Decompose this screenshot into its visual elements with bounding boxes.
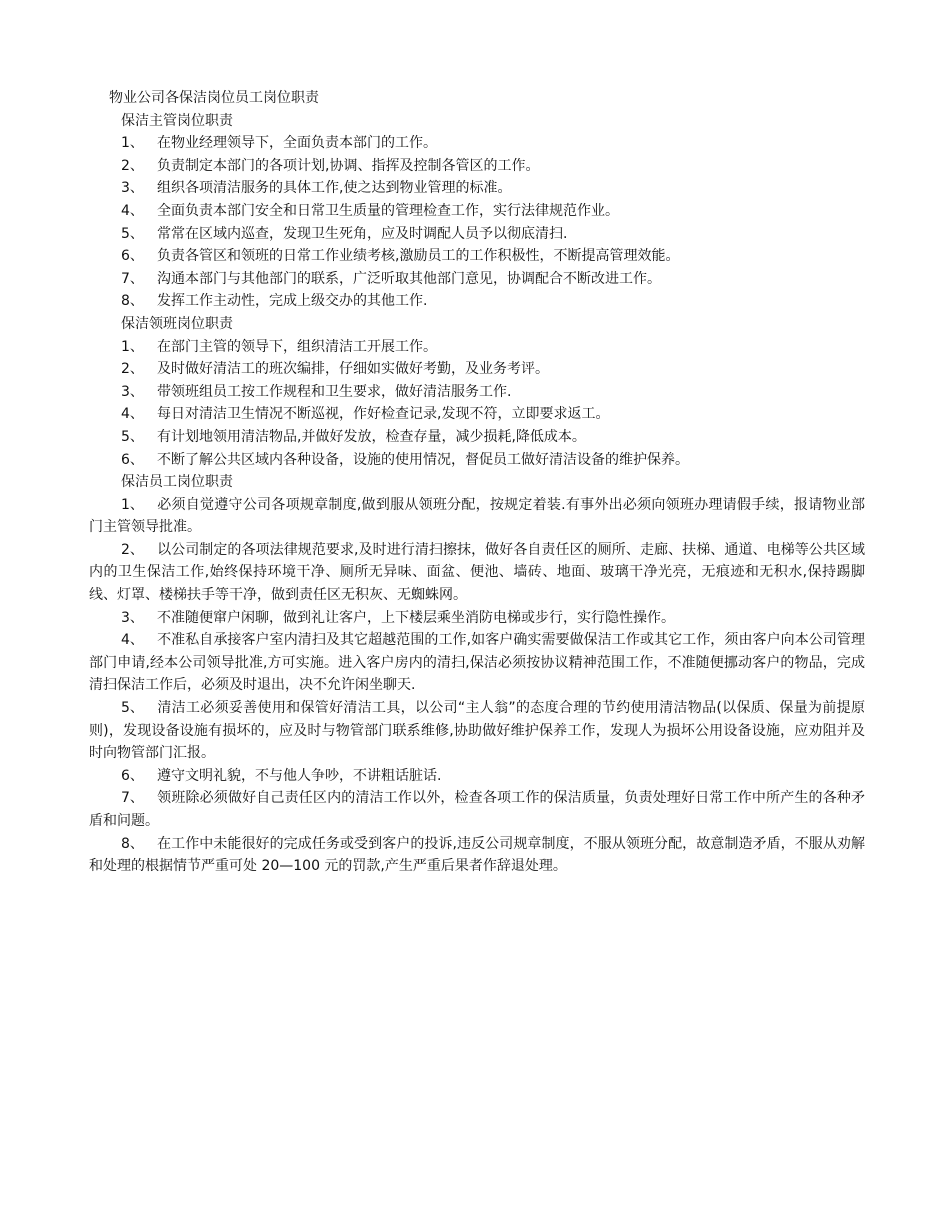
item-number: 4、 <box>121 632 144 649</box>
item-text: 在部门主管的领导下，组织清洁工开展工作。 <box>157 338 437 355</box>
item-text: 常常在区域内巡查，发现卫生死角，应及时调配人员予以彻底清扫. <box>157 225 568 242</box>
list-item <box>89 697 865 765</box>
item-number: 4、 <box>121 202 144 219</box>
item-text: 在物业经理领导下，全面负责本部门的工作。 <box>157 135 437 152</box>
item-number: 3、 <box>121 609 144 626</box>
item-text: 不断了解公共区域内各种设备，设施的使用情况，督促员工做好清洁设备的维护保养。 <box>157 451 689 468</box>
list-item <box>121 132 865 155</box>
list-item <box>121 223 865 246</box>
item-number: 5、 <box>121 428 144 445</box>
item-text: 及时做好清洁工的班次编排，仔细如实做好考勤，及业务考评。 <box>157 361 549 378</box>
list-item <box>121 358 865 381</box>
item-text: 负责各管区和领班的日常工作业绩考核,激励员工的工作积极性，不断提高管理效能。 <box>157 248 680 265</box>
list-item <box>121 245 865 268</box>
item-number: 2、 <box>121 157 144 174</box>
item-text: 不准随便窜户闲聊，做到礼让客户，上下楼层乘坐消防电梯或步行，实行隐性操作。 <box>157 609 675 626</box>
item-text: 全面负责本部门安全和日常卫生质量的管理检查工作，实行法律规范作业。 <box>157 202 619 219</box>
list-item <box>89 539 865 607</box>
list-item <box>121 268 865 291</box>
list-item <box>89 833 865 878</box>
item-number: 5、 <box>121 225 144 242</box>
section-heading-foreman: 保洁领班岗位职责 <box>121 315 233 332</box>
item-number: 3、 <box>121 180 144 197</box>
list-item <box>121 426 865 449</box>
section-heading-supervisor: 保洁主管岗位职责 <box>121 112 233 129</box>
item-number: 4、 <box>121 406 144 423</box>
item-number: 1、 <box>121 135 144 152</box>
item-number: 7、 <box>121 790 144 807</box>
list-item <box>89 629 865 697</box>
document-title: 物业公司各保洁岗位员工岗位职责 <box>109 90 319 106</box>
item-text: 每日对清洁卫生情况不断巡视，作好检查记录,发现不符，立即要求返工。 <box>157 406 610 423</box>
list-item <box>121 381 865 404</box>
item-text: 沟通本部门与其他部门的联系，广泛听取其他部门意见，协调配合不断改进工作。 <box>157 270 661 287</box>
item-text: 必须自觉遵守公司各项规章制度,做到服从领班分配，按规定着装.有事外出必须向领班办理请假手续，报请物业部门主管领导批准。 <box>89 496 865 536</box>
item-text: 负责制定本部门的各项计划,协调、指挥及控制各管区的工作。 <box>157 157 540 174</box>
item-number: 5、 <box>121 700 144 717</box>
item-number: 6、 <box>121 767 144 784</box>
list-item <box>121 290 865 313</box>
item-text: 在工作中未能很好的完成任务或受到客户的投诉,违反公司规章制度，不服从领班分配，故意制造矛盾，不服从劝解和处理的根据情节严重可处 20—100 元的罚款,产生严重后果者作辞退处理。 <box>89 835 865 875</box>
item-text: 发挥工作主动性，完成上级交办的其他工作. <box>157 293 428 310</box>
list-item <box>121 155 865 178</box>
item-text: 不准私自承接客户室内清扫及其它超越范围的工作,如客户确实需要做保洁工作或其它工作，须由客户向本公司管理部门申请,经本公司领导批准,方可实施。进入客户房内的清扫,保洁必须按协议精神范围工作，不准随便挪动客户的物品，完成清扫保洁工作后，必须及时退出，决不允许闲坐聊天. <box>89 632 865 694</box>
list-item <box>89 765 865 788</box>
item-text: 组织各项清洁服务的具体工作,使之达到物业管理的标准。 <box>157 180 512 197</box>
item-number: 3、 <box>121 383 144 400</box>
section-heading-cleaner: 保洁员工岗位职责 <box>121 474 233 491</box>
list-item <box>121 177 865 200</box>
item-number: 2、 <box>121 541 144 558</box>
item-number: 7、 <box>121 270 144 287</box>
item-text: 以公司制定的各项法律规范要求,及时进行清扫擦抹，做好各自责任区的厕所、走廊、扶梯、通道、电梯等公共区域内的卫生保洁工作,始终保持环境干净、厕所无异味、面盆、便池、墙砖、地面、玻璃干净光亮，无痕迹和无积水,保持踢脚线、灯罩、楼梯扶手等干净，做到责任区无积灰、无蜘蛛网。 <box>89 541 865 604</box>
list-item <box>121 449 865 472</box>
item-number: 8、 <box>121 835 144 852</box>
list-item <box>121 336 865 359</box>
list-item <box>121 200 865 223</box>
list-item <box>89 494 865 539</box>
item-text: 领班除必须做好自己责任区内的清洁工作以外，检查各项工作的保洁质量，负责处理好日常工作中所产生的各种矛盾和问题。 <box>89 790 865 829</box>
item-number: 8、 <box>121 293 144 310</box>
item-text: 带领班组员工按工作规程和卫生要求，做好清洁服务工作. <box>157 383 512 400</box>
item-number: 1、 <box>121 338 144 355</box>
list-item <box>121 403 865 426</box>
item-number: 1、 <box>121 496 144 513</box>
item-number: 6、 <box>121 248 144 265</box>
item-number: 2、 <box>121 361 144 378</box>
item-number: 6、 <box>121 451 144 468</box>
list-item <box>89 607 865 630</box>
document-body <box>89 87 865 878</box>
item-text: 清洁工必须妥善使用和保管好清洁工具，以公司“主人翁”的态度合理的节约使用清洁物品(以保质、保量为前提原则)，发现设备设施有损坏的，应及时与物管部门联系维修,协助做好维护保养工作，发现人为损坏公用设备设施，应劝阻并及时向物管部门汇报。 <box>89 700 865 762</box>
item-text: 有计划地领用清洁物品,并做好发放，检查存量，减少损耗,降低成本。 <box>157 428 586 445</box>
list-item <box>89 787 865 832</box>
item-text: 遵守文明礼貌，不与他人争吵，不讲粗话脏话. <box>157 767 442 784</box>
